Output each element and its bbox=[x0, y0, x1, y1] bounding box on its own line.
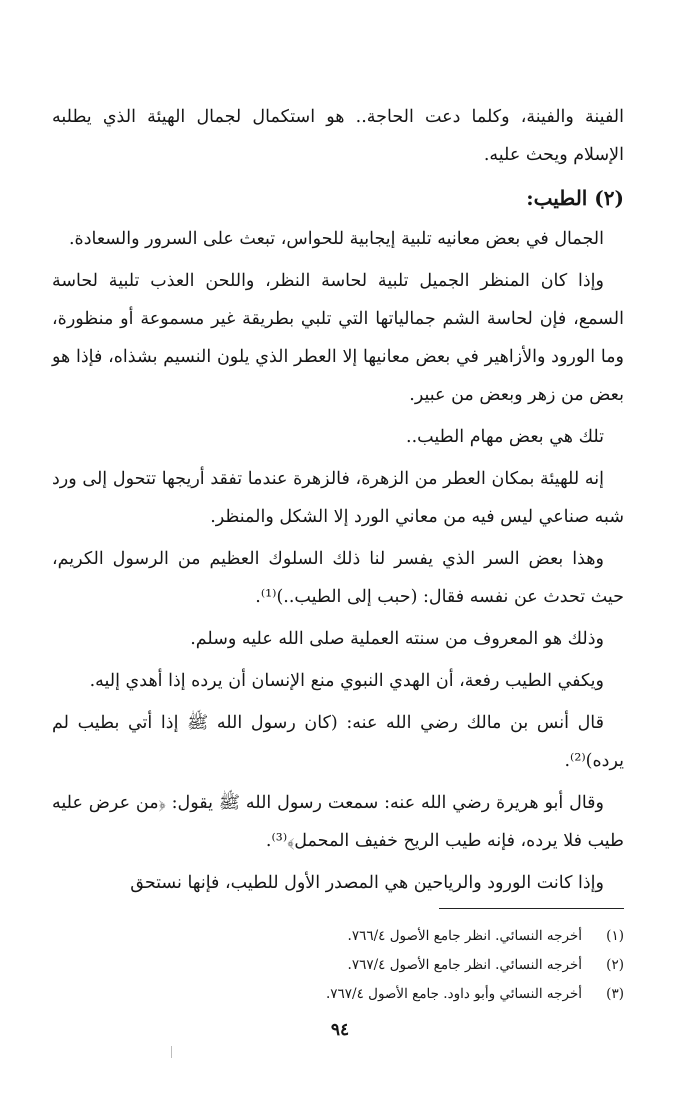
scan-mark bbox=[171, 1046, 172, 1058]
page-number: ٩٤ bbox=[330, 1020, 350, 1040]
paragraph: وإذا كانت الورود والرياحين هي المصدر الأول للطيب، فإنها نستحق bbox=[130, 873, 604, 893]
main-text bbox=[52, 98, 624, 906]
section-heading: (٢) الطيب: bbox=[526, 186, 624, 210]
paragraph: وهذا بعض السر الذي يفسر لنا ذلك السلوك العظيم من الرسول الكريم، حيث تحدث عن نفسه فقال: (حبب إلى الطيب..)⁽¹⁾. bbox=[52, 549, 624, 607]
paragraph: وذلك هو المعروف من سنته العملية صلى الله عليه وسلم. bbox=[190, 629, 604, 649]
footnote-text: أخرجه النسائي. انظر جامع الأصول ٧٦٧/٤. bbox=[347, 957, 582, 973]
footnote-number: (١) bbox=[606, 928, 624, 944]
paragraph: ويكفي الطيب رفعة، أن الهدي النبوي منع الإنسان أن يرده إذا أهدي إليه. bbox=[89, 671, 604, 691]
paragraph: إنه للهيئة بمكان العطر من الزهرة، فالزهرة عندما تفقد أريجها تتحول إلى ورد شبه صناعي ليس فيه من معاني الورد إلا الشكل والمنظر. bbox=[52, 469, 624, 527]
footnote-text: أخرجه النسائي. انظر جامع الأصول ٧٦٦/٤. bbox=[347, 928, 582, 944]
footnote bbox=[180, 980, 624, 1009]
footnotes bbox=[180, 922, 624, 1009]
paragraph: الجمال في بعض معانيه تلبية إيجابية للحواس، تبعث على السرور والسعادة. bbox=[68, 229, 604, 249]
footnote-text: أخرجه النسائي وأبو داود. جامع الأصول ٧٦٧/٤. bbox=[326, 986, 582, 1002]
paragraph: وقال أبو هريرة رضي الله عنه: سمعت رسول الله ﷺ يقول: ﴿من عرض عليه طيب فلا يرده، فإنه طيب الريح خفيف المحمل﴾⁽³⁾. bbox=[52, 793, 624, 851]
footnote-separator bbox=[439, 908, 624, 909]
footnote bbox=[180, 922, 624, 951]
footnote-number: (٣) bbox=[606, 986, 624, 1002]
paragraph: وإذا كان المنظر الجميل تلبية لحاسة النظر، واللحن العذب تلبية لحاسة السمع، فإن لحاسة الشم جمالياتها التي تلبي بطريقة غير مسموعة أو منظورة، وما الورود والأزاهير في بعض معانيها إلا العطر الذي يلون النسيم بشذاه، فإذا هو بعض من زهر وبعض من عبير. bbox=[52, 271, 624, 405]
paragraph-continuation: الفينة والفينة، وكلما دعت الحاجة.. هو استكمال لجمال الهيئة الذي يطلبه الإسلام ويحث عليه. bbox=[52, 107, 624, 165]
paragraph: قال أنس بن مالك رضي الله عنه: (كان رسول الله ﷺ إذا أتي بطيب لم يرده)⁽²⁾. bbox=[52, 713, 624, 771]
paragraph: تلك هي بعض مهام الطيب.. bbox=[406, 427, 604, 447]
footnote-number: (٢) bbox=[606, 957, 624, 973]
footnote bbox=[180, 951, 624, 980]
